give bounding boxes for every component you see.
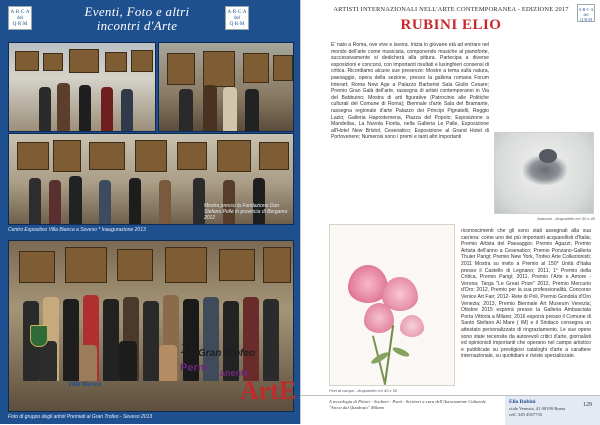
left-page-header <box>0 0 300 40</box>
gran-trofeo-logo <box>180 340 297 410</box>
trofeo-perm: Perm <box>180 362 208 374</box>
comune-shield-icon <box>30 325 48 347</box>
caption-artwork-1: Autunno - Acquarello cm 30 x 40 <box>537 216 595 221</box>
trofeo-gran: Gran Trofeo <box>198 348 256 359</box>
arca-logo-left <box>8 6 32 30</box>
artwork-fiori-di-campo <box>329 224 455 386</box>
artwork-autunno <box>494 132 594 214</box>
footer-phone: cell. 349 4567735 <box>509 411 543 417</box>
title-line-2: incontri d'Arte <box>96 18 178 33</box>
logo-text: A·R·C·A del Q·R·M <box>227 10 247 27</box>
left-page-title <box>52 5 222 33</box>
biography-column-1 <box>331 42 489 141</box>
artwork-figure-head <box>539 149 557 163</box>
biography-text-2: riconoscimenti che gli sono stati assegnati alla sua carriera: come uno dei più importanti acquarellisti d'Italia; Premio Artista del Paesaggio; Premio Agazzi; Premio Artista dell'anno a Cesenatico; Premio Ponzano-Galleria Thuler Parigi; Premio New York, Trofeo Arte Collezionisti; 2011 Mostra su invito a Premio al 150° Unità d'Italia presso il Castello di Legnano; 2011, 1° Premio della Critica, Premio Parigi; 2011, Premio l'Arte e Amore - Verona; Targa "Le Great Prize" 2012, Premio Mercurio d'Oro; 2012, Premio per la sua professionalità, Concorso Venice Art Fair; 2012- Rete di Poli, Premio Gondola d'Oro Venezia; 2013, Premio Biennale Art Museum Venezia; Ottobre 2015 esporrà presso la Galleria Ambasciata Porta Vittoria a Milano; 2016 esporrà presso il Comune di Santo Stefano Al Mare ( IM) e il Sindaco consegna un attestato personalizzato di ringraziamento. Le sue opere sono state recensite da autorevoli critici d'arte, giornalisti ed opinionisti importanti che operano nel campo artistico e pubblicate su prestigiosi cataloghi d'arte a carattere internazionale, su quotidiani e riviste specializzate. <box>461 228 591 360</box>
caption-artwork-2: Fiori di campo - Acquarello cm 40 x 50 <box>329 388 398 393</box>
caption-foundation: Mostra presso la Fondazione Don Stefano Pellè in provincia di Bergamo 2012 <box>204 203 288 221</box>
biography-column-2 <box>461 228 591 360</box>
logo-text: A·R·C·A del Q·R·M <box>10 10 30 27</box>
footer-artist-name: Elio Rubini <box>509 399 536 405</box>
arca-logo-right <box>225 6 249 30</box>
page-footer <box>301 395 600 425</box>
logo-text: A·R·C·A del Q·R·M <box>578 7 594 22</box>
artist-name: RUBINI ELIO <box>400 17 502 33</box>
comune-label: Villa Bianca <box>68 382 102 388</box>
footer-publisher: A tecnologia di Pittori - Scultori - Poeti - Scrittori a cura dell'Associazione Culturale "Arcca dal Quadrato" Milano <box>329 399 486 410</box>
caption-group-award: Foto di gruppo degli artisti Premiati al Gran Trofeo - Seveso 2013 <box>8 414 153 420</box>
trofeo-anente: anente <box>220 368 250 378</box>
biography-text-1: E' nato a Roma, ove vive e lavora. Inizia in giovane età ad entrare nel mondo dell'arte come musicista, componendo musiche al pianoforte, successivamente si dedicherà alla pittura. Partecipa a diverse esposizioni e concorsi, con importanti risultati e lusinghieri consensi di critica. Ricordiamo alcune sue presenze: Mostre a tema sulla natura, paesaggio, opera della sezione, presso la galleria romana Forum Interart; Roma New Age a Palazzo Barberini Sala Giulio Cesare; Premio Gran Galà dell'arte, rassegna di artisti contemporanei in Via del Babbuino; Mostra di arti figurative (Patrocinio alle Politiche culturali del Comune di Roma); Biennale d'arte Sala del Bramante, rassegna regionale d'arte Palazzo dei Principi Pignatelli, Reggio Lazio; Galleria Hapostemena, Piazza del Popolo; Esposizione a Mandellau, La Nuvola Fiorita, nella Galleria Le Palle, Esposizione all'Hotel New Bristol, Cesenatico; Esposizione al Grand Hotel di Portovenere; Numerosi sono i premi e tanti altri importanti <box>331 42 489 141</box>
caption-centro-espositivo: Centro Espositivo Villa Bianca a Seveso * Inaugurazione 2013 <box>8 227 146 233</box>
photo-exhibition-1 <box>8 42 156 132</box>
left-page <box>0 0 300 424</box>
page-number: 129 <box>583 402 592 408</box>
footer-contact <box>509 399 589 417</box>
footer-address: viale Venezia, 41 00199 Roma <box>509 405 566 411</box>
right-page <box>300 0 600 424</box>
trofeo-number: 1° <box>180 340 195 357</box>
photo-exhibition-2 <box>158 42 294 132</box>
trofeo-arte: ArtE <box>240 376 297 405</box>
title-line-1: Eventi, Foto e altri <box>84 4 190 19</box>
page-header: ARTISTI INTERNAZIONALI NELL'ARTE CONTEMPORANEA - EDIZIONE 2017 <box>333 6 569 13</box>
